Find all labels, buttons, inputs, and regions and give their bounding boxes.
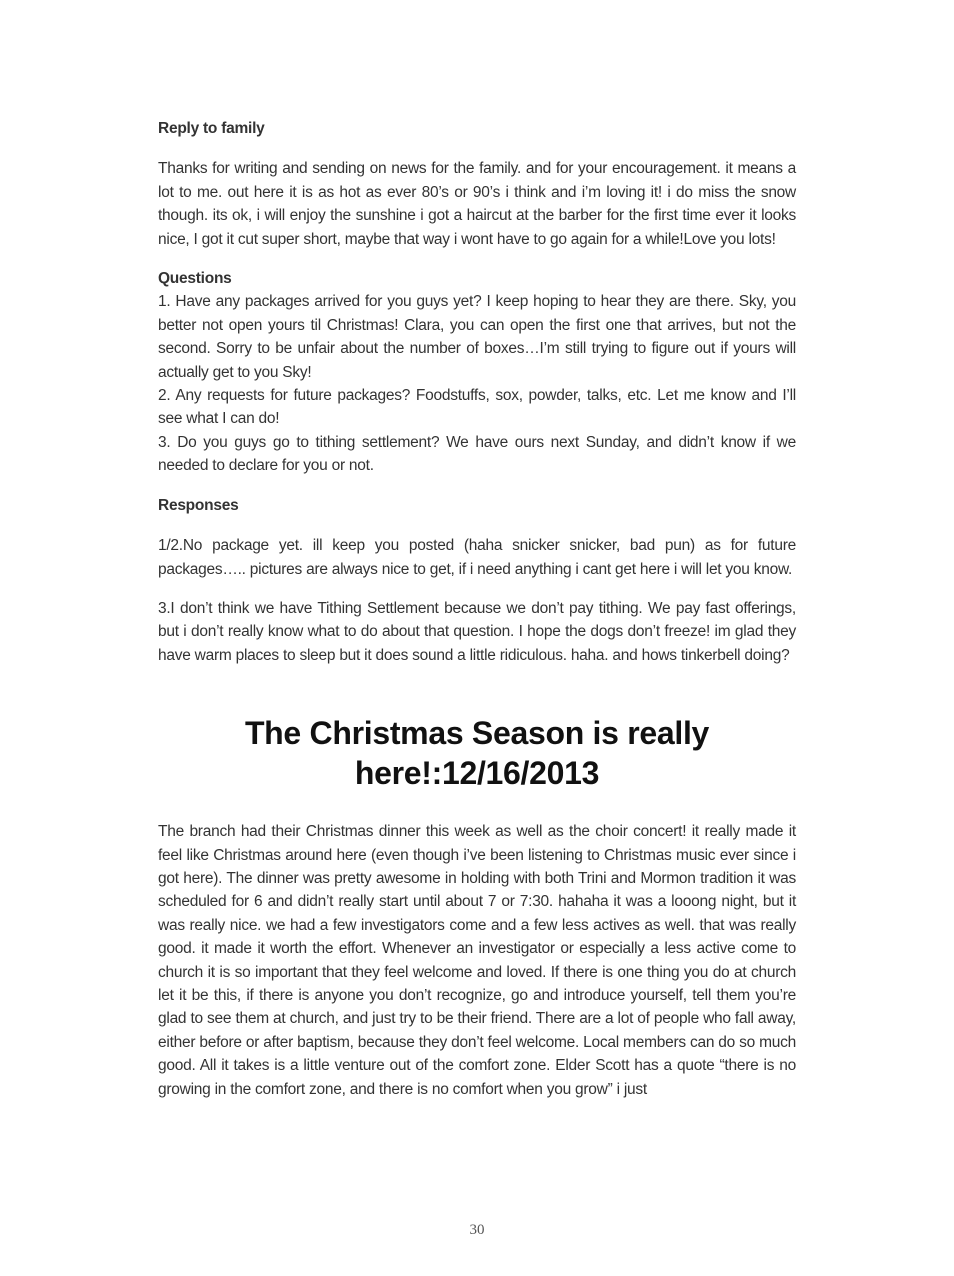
reply-paragraph: Thanks for writing and sending on news for the family. and for your encouragement. it means a lot to me. out here it is as hot as ever 80’s or 90’s i think and i’m loving it! i do miss the snow though. its ok, i will enjoy the sunshine i got a haircut at the barber for the first time ever it looks nice, I got it cut super short, maybe that way i wont have to go again for a while!Love you lots! [158, 160, 796, 248]
responses-heading: Responses [158, 496, 239, 514]
response-item-1: 1/2.No package yet. ill keep you posted (haha snicker snicker, bad pun) as for future packages….. pictures are always nice to get, if i need anything i cant get here i will let you know. [158, 537, 796, 578]
response-item-2: 3.I don’t think we have Tithing Settlement because we don’t pay tithing. We pay fast offerings, but i don’t really know what to do about that question. I hope the dogs don’t freeze! im glad they have warm places to sleep but it does sound a little ridiculous. haha. and hows tinkerbell doing? [158, 599, 796, 664]
document-page [158, 117, 796, 1101]
questions-heading: Questions [158, 270, 232, 288]
post-body: The branch had their Christmas dinner this week as well as the choir concert! it really made it feel like Christmas around here (even though i’ve been listening to Christmas music ever since i got here). The dinner was pretty awesome in holding with both Trini and Mormon tradition it was scheduled for 6 and didn’t really start until about 7 or 7:30. hahaha it was a looong night, but it was really nice. we had a few investigators come and a few less actives as well. that was really good. it made it worth the effort. Whenever an investigator or especially a less active come to church it is so important that they feel welcome and loved. If there is one thing you do at church let it be this, if there is anyone you don’t recognize, go and introduce yourself, tell them you’re glad to see them at church, and just try to be their friend. There are a lot of people who fall away, either before or after baptism, because they don’t feel welcome. Local members can do so much good. All it takes is a little venture out of the comfort zone. Elder Scott has a quote “there is no growing in the comfort zone, and there is no comfort when you grow” i just [158, 823, 796, 1098]
post-title: The Christmas Season is really here!:12/16/2013 [244, 715, 710, 792]
question-item-2: 2. Any requests for future packages? Foodstuffs, sox, powder, talks, etc. Let me know and I’ll see what I can do! [158, 387, 796, 428]
page-number: 30 [469, 1222, 485, 1238]
question-item-3: 3. Do you guys go to tithing settlement? We have ours next Sunday, and didn’t know if we needed to declare for you or not. [158, 433, 796, 475]
reply-heading: Reply to family [158, 120, 265, 137]
question-item-1: 1. Have any packages arrived for you guys yet? I keep hoping to hear they are there. Sky, you better not open yours til Christmas! Clara, you can open the first one that arrives, but not the second. Sorry to be unfair about the number of boxes…I’m still trying to figure out if yours will actually get to you Sky! [158, 293, 796, 381]
